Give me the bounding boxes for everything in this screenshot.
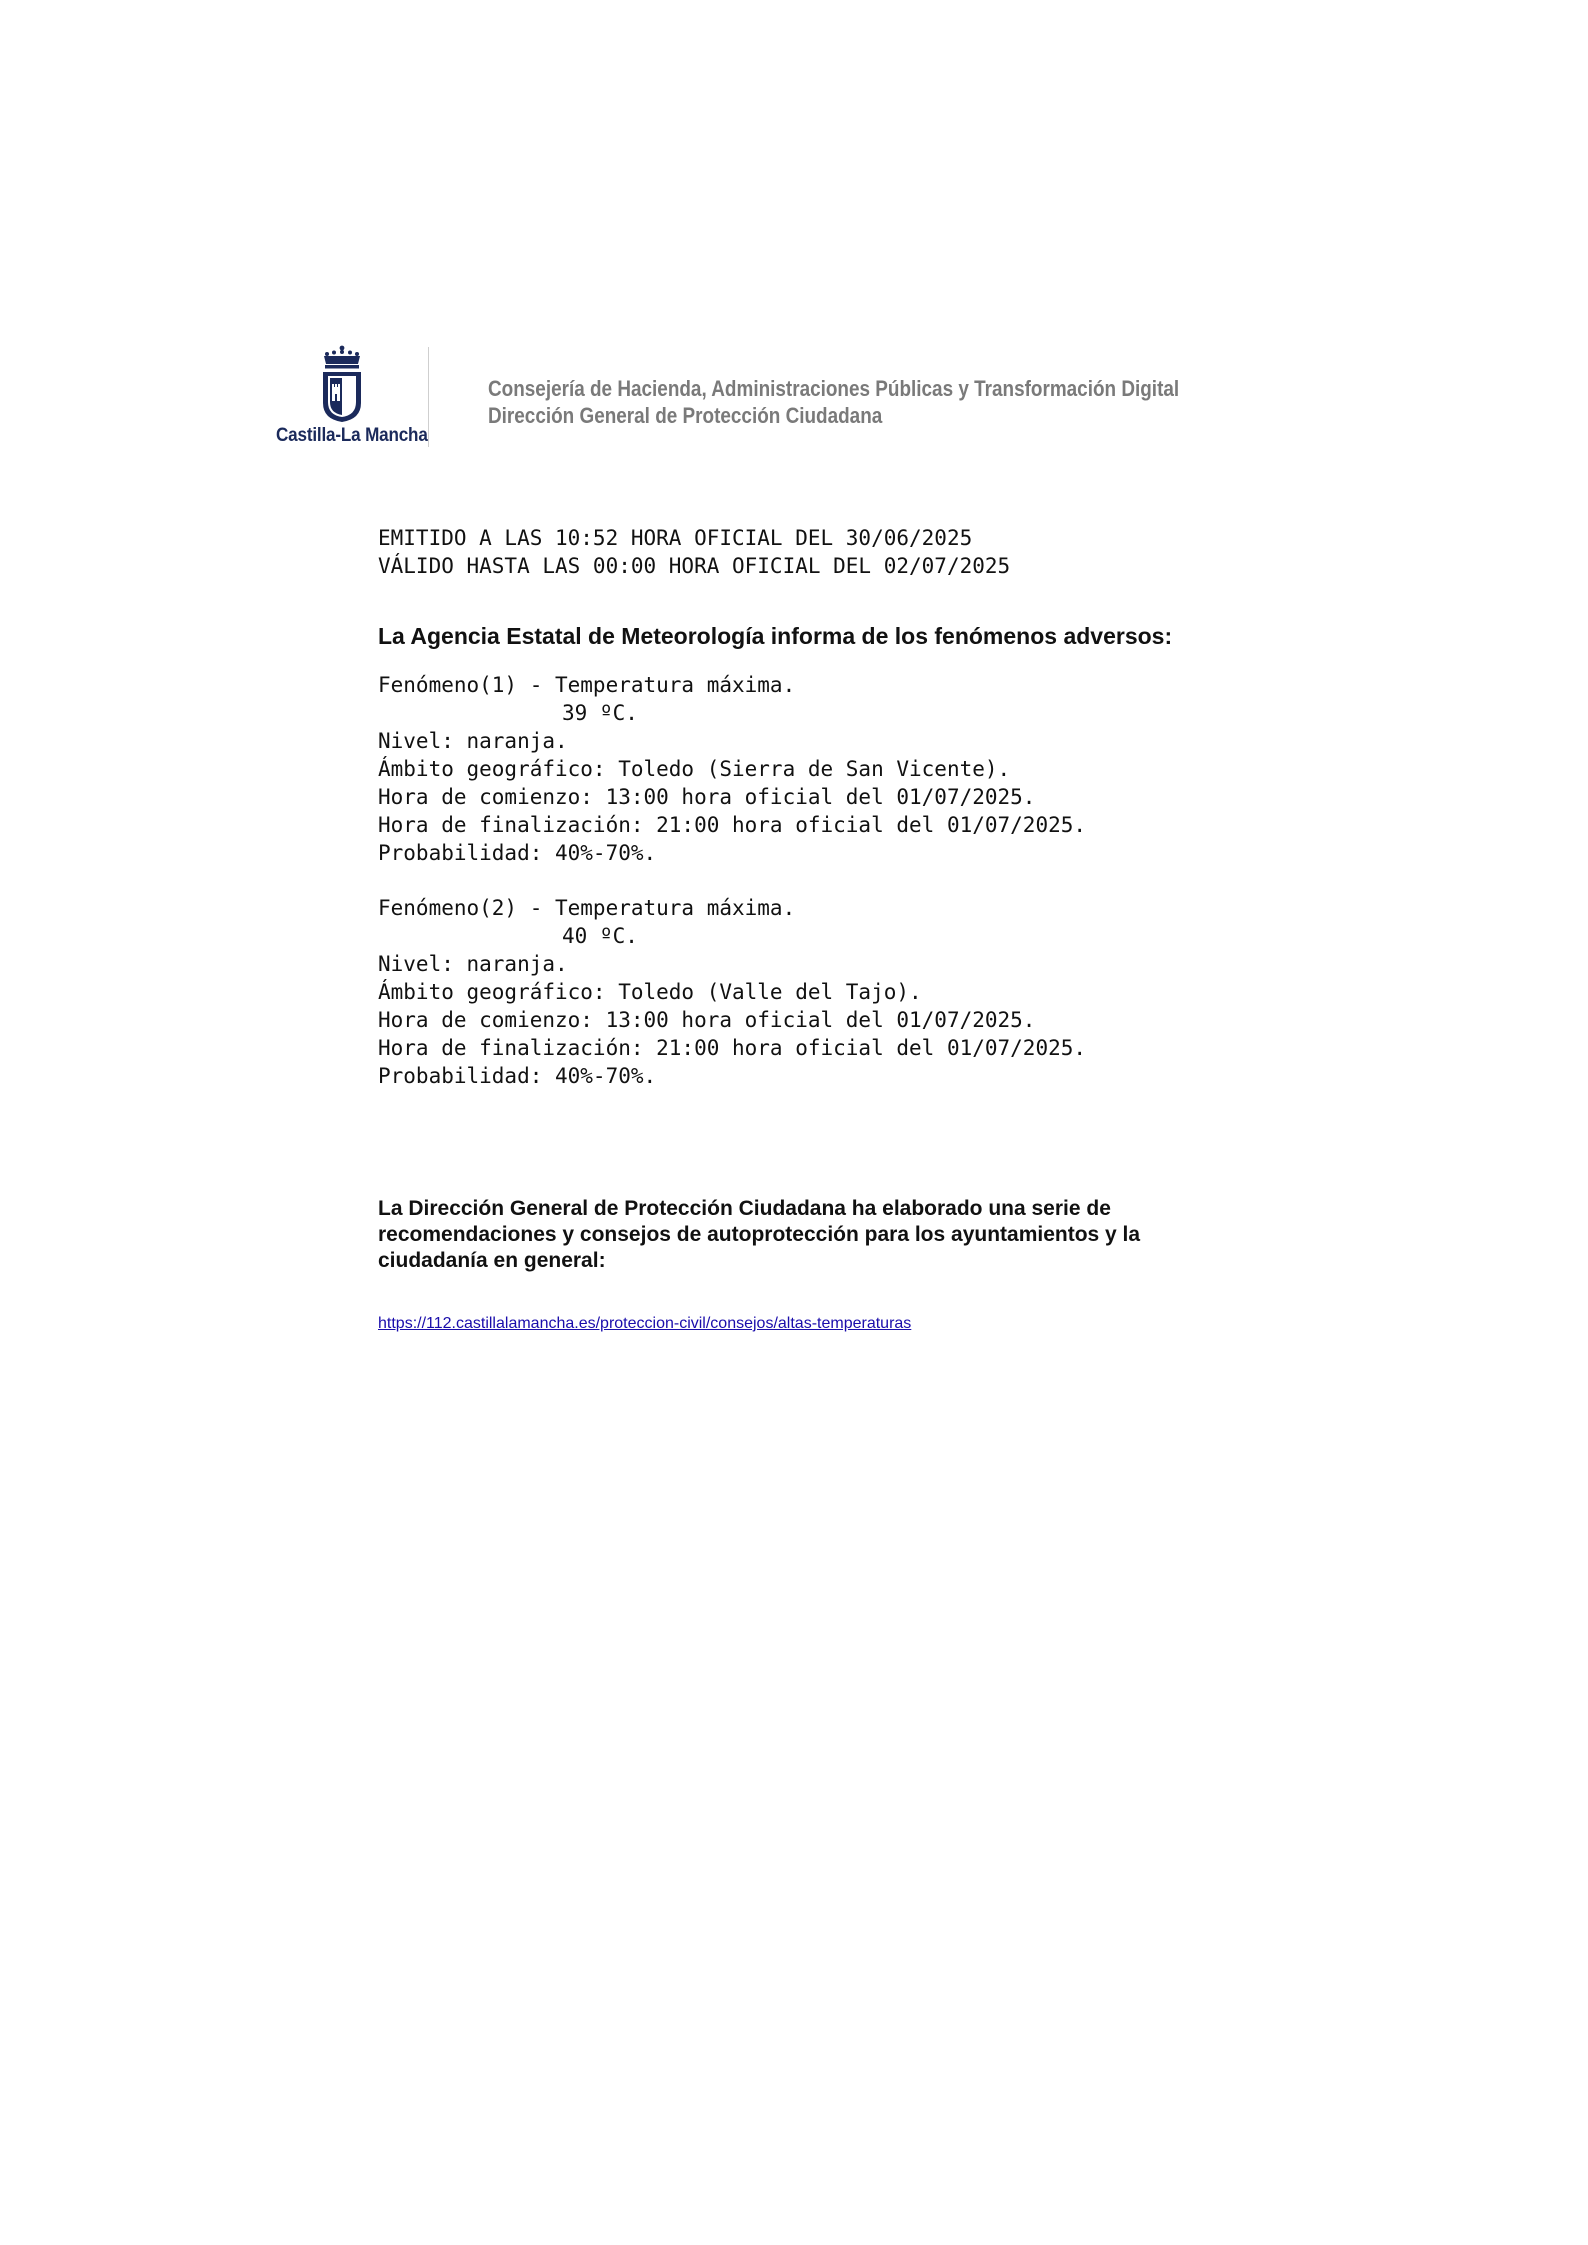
org-line-1: Consejería de Hacienda, Administraciones Públicas y Transformación Digital — [488, 376, 1180, 401]
coat-of-arms-icon — [318, 345, 366, 423]
phenomenon-end: Hora de finalización: 21:00 hora oficial del 01/07/2025. — [378, 1036, 1087, 1060]
phenomenon-end: Hora de finalización: 21:00 hora oficial del 01/07/2025. — [378, 813, 1087, 837]
aemet-intro: La Agencia Estatal de Meteorología informa de los fenómenos adversos: — [378, 623, 1173, 649]
issue-info — [378, 524, 1010, 580]
phenomenon-value: 40 ºC. — [562, 924, 638, 948]
phenomenon-area: Ámbito geográfico: Toledo (Sierra de San Vicente). — [378, 757, 1011, 781]
org-line-2: Dirección General de Protección Ciudadana — [488, 403, 883, 428]
phenomenon-probability: Probabilidad: 40%-70%. — [378, 841, 657, 865]
phenomenon-start: Hora de comienzo: 13:00 hora oficial del 01/07/2025. — [378, 1008, 1036, 1032]
valid-until-line: VÁLIDO HASTA LAS 00:00 HORA OFICIAL DEL 02/07/2025 — [378, 554, 1011, 578]
recommendations-text: La Dirección General de Protección Ciudadana ha elaborado una serie de recomendaciones y consejos de autoprotección para los ayuntamientos y la ciudadanía en general: — [378, 1197, 1141, 1272]
phenomenon-value: 39 ºC. — [562, 701, 638, 725]
phenomenon-start: Hora de comienzo: 13:00 hora oficial del 01/07/2025. — [378, 785, 1036, 809]
phenomenon-area: Ámbito geográfico: Toledo (Valle del Tajo). — [378, 980, 922, 1004]
header-divider — [428, 347, 429, 447]
phenomenon-probability: Probabilidad: 40%-70%. — [378, 1064, 657, 1088]
castilla-la-mancha-logo — [268, 345, 428, 450]
phenomenon-2 — [378, 894, 1086, 1090]
emitted-line: EMITIDO A LAS 10:52 HORA OFICIAL DEL 30/06/2025 — [378, 526, 973, 550]
phenomenon-title: Fenómeno(2) - Temperatura máxima. — [378, 896, 796, 920]
phenomenon-title: Fenómeno(1) - Temperatura máxima. — [378, 673, 796, 697]
logo-text: Castilla-La Mancha — [276, 425, 428, 446]
phenomenon-level: Nivel: naranja. — [378, 952, 568, 976]
document-header — [268, 345, 1208, 450]
phenomenon-1 — [378, 671, 1086, 867]
organization-name — [488, 375, 1179, 429]
recommendations-link[interactable]: https://112.castillalamancha.es/proteccion-civil/consejos/altas-temperaturas — [378, 1315, 912, 1332]
phenomenon-level: Nivel: naranja. — [378, 729, 568, 753]
